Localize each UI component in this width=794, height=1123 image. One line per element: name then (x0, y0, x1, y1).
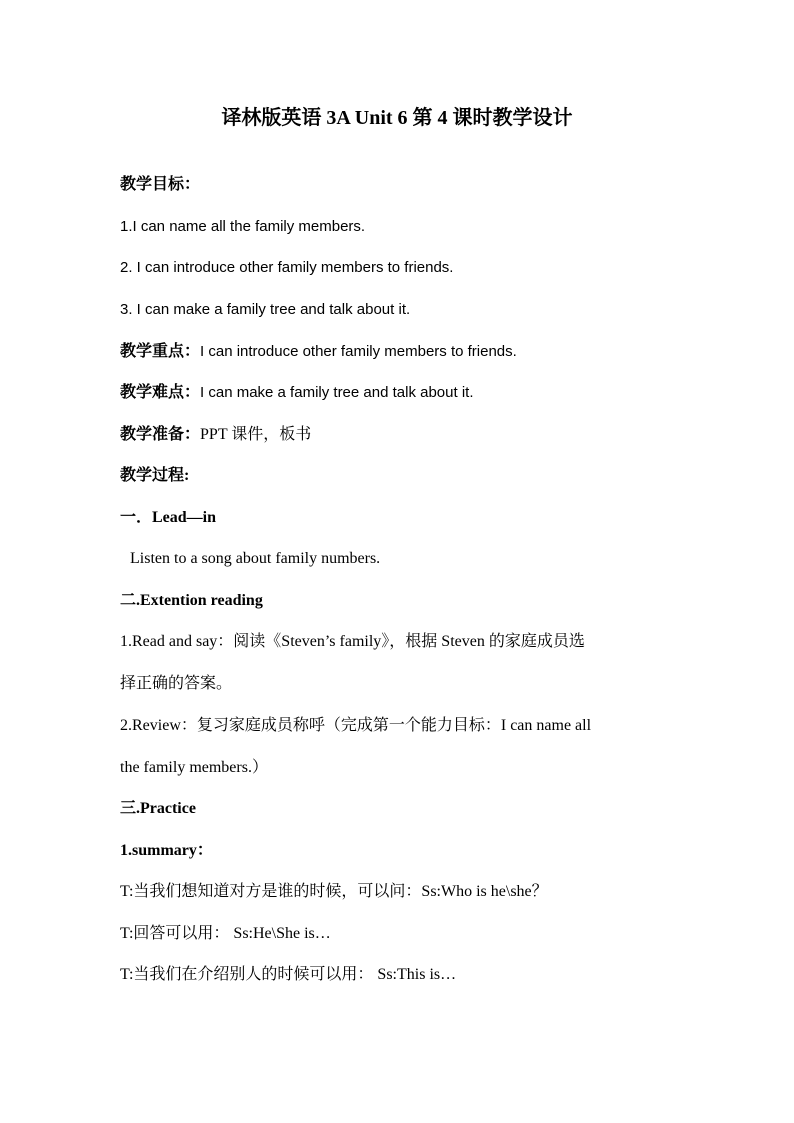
section2-line-1: 1.Read and say：阅读《Steven’s family》，根据 Steven 的家庭成员选 (120, 633, 585, 650)
key-point-label: 教学重点： (120, 343, 201, 360)
section2-heading: 二.Extention reading (120, 592, 263, 609)
process-heading: 教学过程: (120, 467, 190, 484)
section1-text: Listen to a song about family numbers. (130, 550, 381, 567)
section3-line-1: T:当我们想知道对方是谁的时候，可以问：Ss:Who is he\she？ (120, 883, 548, 900)
section2-line-4: the family members.） (120, 759, 268, 776)
difficulty-text: I can make a family tree and talk about it. (200, 384, 474, 401)
key-point-line (120, 341, 690, 363)
objectives-heading: 教学目标： (120, 176, 201, 193)
objective-item-2: 2. I can introduce other family members to friends. (120, 259, 454, 276)
section3-line-3: T:当我们在介绍别人的时候可以用： Ss:This is… (120, 966, 457, 983)
document-title: 译林版英语 3A Unit 6 第 4 课时教学设计 (221, 107, 573, 129)
objective-item-1: 1.I can name all the family members. (120, 218, 366, 235)
section3-heading: 三.Practice (120, 800, 196, 817)
section1-heading: 一．Lead—in (120, 509, 217, 526)
difficulty-label: 教学难点： (120, 384, 201, 401)
section2-line-2: 择正确的答案。 (120, 675, 233, 692)
difficulty-line (120, 382, 690, 404)
objective-item-3: 3. I can make a family tree and talk about it. (120, 301, 411, 318)
preparation-text: PPT 课件，板书 (200, 426, 312, 443)
preparation-line (120, 424, 690, 446)
key-point-text: I can introduce other family members to friends. (200, 343, 517, 360)
section2-line-3: 2.Review：复习家庭成员称呼（完成第一个能力目标：I can name all (120, 717, 592, 734)
section3-line-2: T:回答可以用： Ss:He\She is… (120, 925, 331, 942)
section3-subheading: 1.summary： (120, 842, 213, 859)
preparation-label: 教学准备： (120, 426, 201, 443)
